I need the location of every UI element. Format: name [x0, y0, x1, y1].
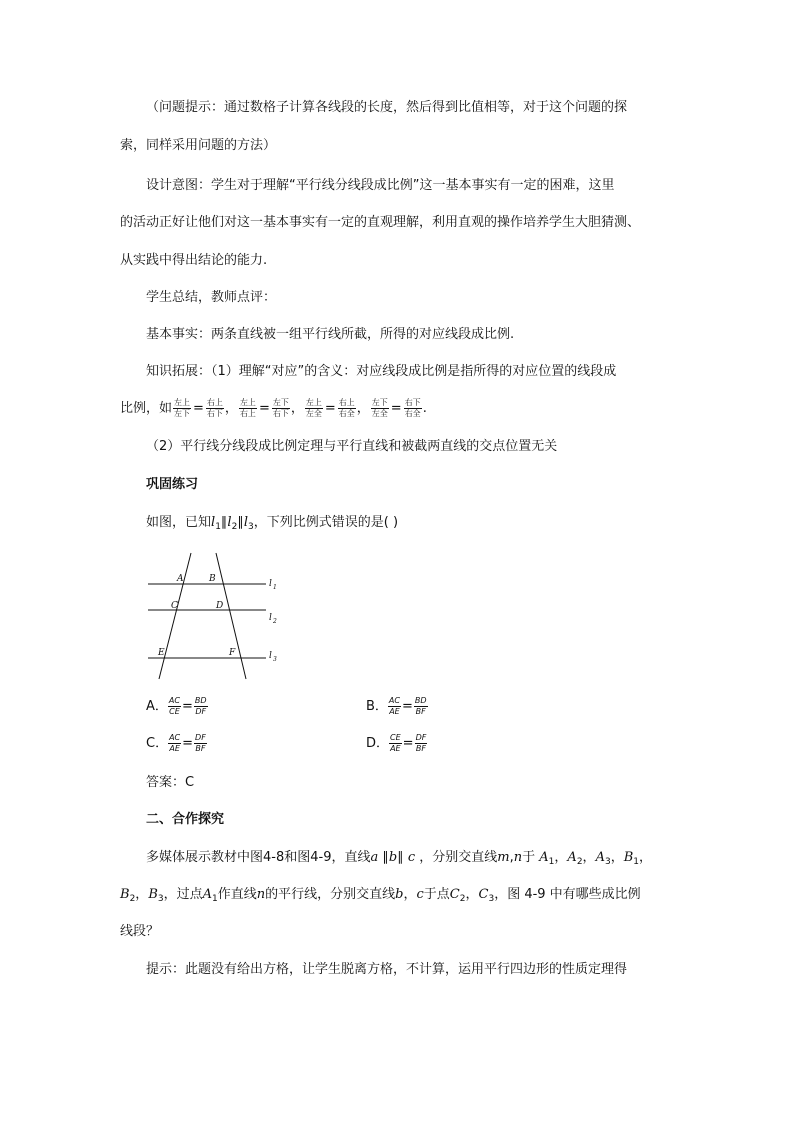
extension-line-1: 知识拓展：（1）理解“对应”的含义：对应线段成比例是指所得的对应位置的线段成	[146, 364, 617, 379]
fraction-4: $\frac{\text{左下}}{\text{右下}}$	[272, 398, 289, 418]
point-E: E	[158, 648, 165, 658]
option-c[interactable]: C． $\frac{AC}{AE}$ = $\frac{DF}{BF}$	[146, 733, 206, 753]
extension-line-2: 比例，如 $\frac{\text{左上}}{\text{左下}}$ = $\frac{\text{右上}}{\text{右下}}$ ， $\frac{\text{左上}}{\text{右上}}$ = $\frac{\text{左下}}{\text{右下}}$ ， $\frac{\text{左上}}{\text{左全}}$ = $\frac{\text{右上}}{\text{右全}}$ ， $\frac{\text{左下}}{\text{左全}}$ = $\frac{\text{右下}}{\text{右全}}$ .	[120, 398, 427, 418]
answer-line: 答案：C	[146, 775, 195, 790]
fraction-3: $\frac{\text{左上}}{\text{右上}}$	[239, 398, 256, 418]
label-l2: l	[269, 613, 272, 623]
option-d[interactable]: D． $\frac{CE}{AE}$ = $\frac{DF}{BF}$	[366, 733, 427, 753]
label-l1-sub: 1	[273, 584, 277, 591]
multimedia-line-2: $B_2$，$B_3$，过点$A_1$作直线n的平行线，分别交直线b，c于点$C_2$，$C_3$，图 4-9 中有哪些成比例	[120, 887, 641, 904]
section-2-title: 二、合作探究	[146, 812, 225, 827]
summary-line: 学生总结，教师点评：	[146, 290, 277, 305]
hint-line-2: 索，同样采用问题的方法）	[120, 138, 277, 153]
fraction-2: $\frac{\text{右上}}{\text{右下}}$	[206, 398, 223, 418]
label-l1: l	[269, 579, 272, 589]
basic-fact-line: 基本事实：两条直线被一组平行线所截，所得的对应线段成比例.	[146, 327, 515, 342]
fraction-8: $\frac{\text{右下}}{\text{右全}}$	[404, 398, 421, 418]
label-l3-sub: 3	[273, 656, 277, 663]
question-line: 如图，已知$l_1\parallel l_2\parallel l_3$，下列比例式错误的是( )	[146, 515, 399, 532]
transversal-right	[216, 553, 246, 679]
fraction-5: $\frac{\text{左上}}{\text{左全}}$	[305, 398, 322, 418]
option-a[interactable]: A． $\frac{AC}{CE}$ = $\frac{BD}{DF}$	[146, 696, 207, 716]
transversal-left	[159, 553, 191, 679]
label-l3: l	[269, 651, 272, 661]
tip-line: 提示：此题没有给出方格，让学生脱离方格，不计算，运用平行四边形的性质定理得	[146, 962, 628, 977]
multimedia-line-1: 多媒体展示教材中图4-8和图4-9，直线a ∥b∥ c ，分别交直线m,n于 $A_1$，$A_2$，$A_3$，$B_1$，	[146, 850, 653, 867]
point-B: B	[209, 574, 216, 584]
fraction-1: $\frac{\text{左上}}{\text{左下}}$	[174, 398, 191, 418]
fraction-6: $\frac{\text{右上}}{\text{右全}}$	[338, 398, 355, 418]
extension-line-3: （2）平行线分线段成比例定理与平行直线和被截两直线的交点位置无关	[146, 439, 558, 454]
point-D: D	[216, 601, 224, 611]
label-l2-sub: 2	[273, 618, 277, 625]
point-F: F	[229, 648, 236, 658]
design-line-2: 的活动正好让他们对这一基本事实有一定的直观理解，利用直观的操作培养学生大胆猜测、	[120, 215, 641, 230]
design-line-3: 从实践中得出结论的能力.	[120, 253, 268, 268]
practice-title: 巩固练习	[146, 477, 199, 492]
extension-prefix: 比例，如	[120, 401, 173, 416]
multimedia-line-3: 线段？	[120, 924, 160, 939]
option-b[interactable]: B． $\frac{AC}{AE}$ = $\frac{BD}{BF}$	[366, 696, 427, 716]
parallel-lines-figure	[143, 548, 303, 683]
point-A: A	[177, 574, 184, 584]
design-line-1: 设计意图：学生对于理解“平行线分线段成比例”这一基本事实有一定的困难，这里	[146, 178, 615, 193]
point-C: C	[171, 601, 178, 611]
fraction-7: $\frac{\text{左下}}{\text{左全}}$	[371, 398, 388, 418]
hint-line-1: （问题提示：通过数格子计算各线段的长度，然后得到比值相等，对于这个问题的探	[146, 100, 628, 115]
